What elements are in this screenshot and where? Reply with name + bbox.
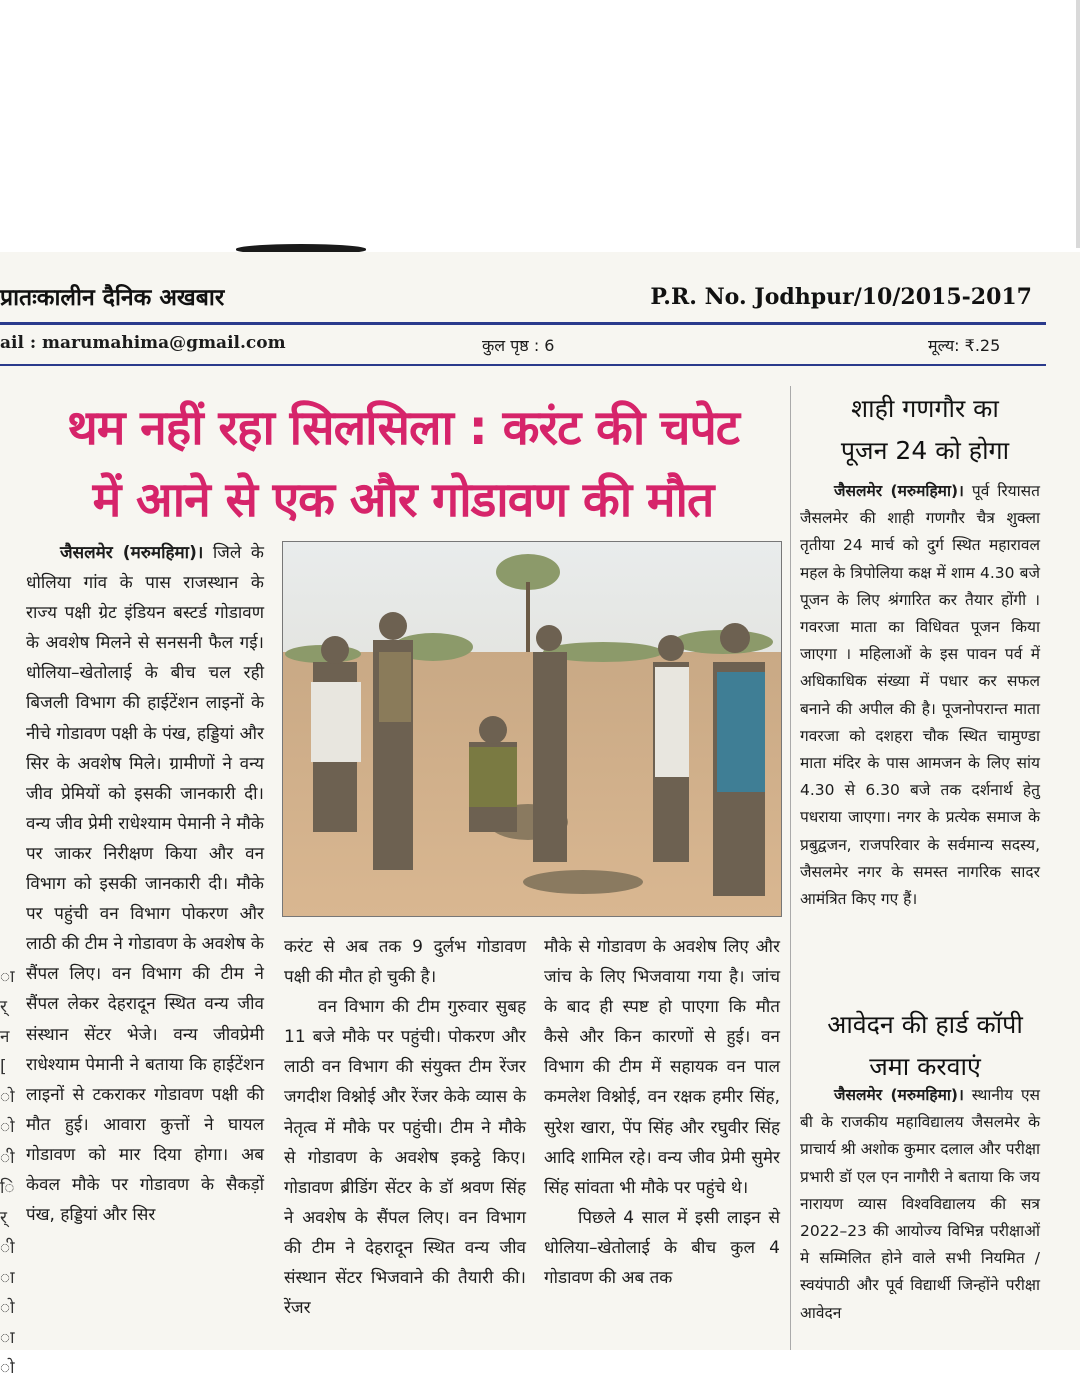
side2-headline-line2: जमा करवाएं [869, 1052, 981, 1081]
lead-column-2 [284, 932, 526, 1323]
registration-number: P.R. No. Jodhpur/10/2015-2017 [650, 284, 1032, 310]
masthead-tagline: प्रातःकालीन दैनिक अखबार [0, 285, 225, 311]
cropped-char: ो [0, 1087, 15, 1108]
cropped-char: [ [0, 1057, 7, 1078]
column-separator [790, 386, 791, 1350]
side-story-2-headline [800, 1004, 1050, 1088]
side2-text: स्थानीय एस बी के राजकीय महाविद्यालय जैसलमेर के प्राचार्य श्री अशोक कुमार दलाल और परीक्षा प्रभारी डॉ एल एन नागौरी ने बताया कि जय नारायण व्यास विश्वविद्यालय की सत्र 2022–23 की आयोज्य विभिन्न परीक्षाओं मे सम्मिलित होने वाले सभी नियमित / स्वयंपाठी और पूर्व विद्यार्थी जिन्होंने परीक्षा आवेदन [800, 1086, 1040, 1322]
lead-col2-para1: करंट से अब तक 9 दुर्लभ गोडावण पक्षी की मौत हो चुकी है। [284, 937, 526, 988]
side1-headline-line2: पूजन 24 को होगा [840, 436, 1010, 465]
price-label: मूल्य: ₹.25 [928, 336, 1001, 355]
cropped-char: न [0, 1027, 10, 1048]
cropped-char: ा [0, 1328, 15, 1349]
cropped-char: ो [0, 1358, 15, 1379]
cropped-char: ो [0, 1117, 15, 1138]
cropped-char: ो [0, 1298, 15, 1319]
lead-headline-line2: में आने से एक और गोडावण की मौत [92, 472, 714, 528]
lead-column-3 [544, 932, 780, 1293]
cropped-char: ा [0, 967, 15, 987]
cropped-char: ी [0, 1147, 15, 1168]
top-edge-line [1076, 0, 1080, 248]
side2-headline-line1: आवेदन की हार्ड कॉपी [827, 1010, 1023, 1039]
lead-headline-line1: थम नहीं रहा सिलसिला : करंट की चपेट [67, 400, 739, 456]
side-story-2-body [800, 1082, 1040, 1327]
lead-headline [20, 392, 786, 536]
news-photo-icon [282, 541, 782, 917]
lead-col2-para2: वन विभाग की टीम गुरुवार सुबह 11 बजे मौके पर पहुंची। पोकरण और लाठी वन विभाग की संयुक्त टीम रेंजर जगदीश विश्नोई और रेंजर केके व्यास के नेतृत्व में मौके पर पहुंची। टीम ने मौके से गोडावण के अवशेष इकट्ठे किए। गोडावण ब्रीडिंग सेंटर के डॉ श्रवण सिंह ने अवशेष के सैंपल लिए। वन विभाग की टीम ने देहरादून स्थित वन्य जीव संस्थान सेंटर भिजवाने की तैयारी की। रेंजर [284, 997, 526, 1319]
cropped-char: र् [0, 997, 7, 1018]
masthead-email: ail : marumahima@gmail.com [0, 333, 286, 353]
masthead-rule-bottom [0, 364, 1046, 366]
side1-text: पूर्व रियासत जैसलमेर की शाही गणगौर चैत्र शुक्ला तृतीया 24 मार्च को दुर्ग स्थित महारावल महल के त्रिपोलिया कक्ष में शाम 4.30 बजे पूजन के लिए श्रंगारित कर तैयार होंगी । गवरजा माता का विधिवत पूजन किया जाएगा । महिलाओं के इस पावन पर्व में अधिकाधिक संख्या में पधार कर सफल बनाने की अपील की है। पूजनोपरान्त माता गवरजा को दशहरा चौक स्थित चामुण्डा माता मंदिर के पास आमजन के लिए सांय 4.30 से 6.30 बजे तक दर्शनार्थ हेतु पधराया जाएगा। नगर के प्रत्येक समाज के प्रबुद्वजन, राजपरिवार के सर्वमान्य सदस्य, जैसलमेर नगर के समस्त नागरिक सादर आमंत्रित किए गए हैं। [800, 482, 1040, 909]
page-count: कुल पृष्ठ : 6 [482, 336, 555, 355]
cropped-char: ी [0, 1237, 15, 1258]
cropped-left-column [0, 962, 15, 1383]
lead-col3-para1: मौके से गोडावण के अवशेष लिए और जांच के लिए भिजवाया गया है। जांच के बाद ही स्पष्ट हो पाएगा कि मौत कैसे और किन कारणों से हुई। वन विभाग की टीम में सहायक वन पाल कमलेश विश्नोई, वन रक्षक हमीर सिंह, सुरेश खारा, पेंप सिंह और रघुवीर सिंह आदि शामिल रहे। वन्य जीव प्रेमी सुमेर सिंह सांवता भी मौके पर पहुंचे थे। [544, 937, 780, 1198]
side2-dateline: जैसलमेर (मरुमहिमा)। [834, 1086, 964, 1104]
lead-col3-para2: पिछले 4 साल में इसी लाइन से धोलिया–खेतोलाई के बीच कुल 4 गोडावण की अब तक [544, 1207, 780, 1289]
side1-dateline: जैसलमेर (मरुमहिमा)। [834, 482, 964, 500]
side-story-1-body [800, 478, 1040, 913]
lead-column-1 [26, 538, 264, 1230]
lead-col1-text: जिले के धोलिया गांव के पास राजस्थान के राज्य पक्षी ग्रेट इंडियन बस्टर्ड गोडावण के अवशेष मिलने से सनसनी फैल गई। धोलिया–खेतोलाई के बीच चल रही बिजली विभाग की हाईटेंशन लाइनों के नीचे गोडावण पक्षी के पंख, हड्डियां और सिर के अवशेष मिले। ग्रामीणों ने वन्य जीव प्रेमियों को इसकी जानकारी दी। वन्य जीव प्रेमी राधेश्याम पेमानी ने मौके पर जाकर निरीक्षण किया और वन विभाग को इसकी जानकारी दी। मौके पर पहुंची वन विभाग पोकरण और लाठी की टीम ने गोडावण के अवशेष के सैंपल लिए। वन विभाग की टीम ने सैंपल लेकर देहरादून स्थित वन्य जीव संस्थान सेंटर भेजे। वन्य जीवप्रेमी राधेश्याम पेमानी ने बताया कि हाईटेंशन लाइनों से टकराकर गोडावण पक्षी की मौत हुई। आवारा कुत्तों ने घायल गोडावण को मार दिया होगा। अब केवल मौके पर गोडावण के सैकड़ों पंख, हड्डियां और सिर [26, 543, 264, 1226]
side1-headline-line1: शाही गणगौर का [851, 394, 999, 423]
blank-top-area [0, 0, 1080, 248]
side-story-1-headline [800, 388, 1050, 472]
cropped-char: ा [0, 1267, 15, 1288]
lead-dateline: जैसलमेर (मरुमहिमा)। [60, 543, 204, 563]
cropped-char: ि [0, 1177, 15, 1198]
masthead-rule-top [0, 322, 1046, 325]
cropped-char: र् [0, 1207, 7, 1228]
